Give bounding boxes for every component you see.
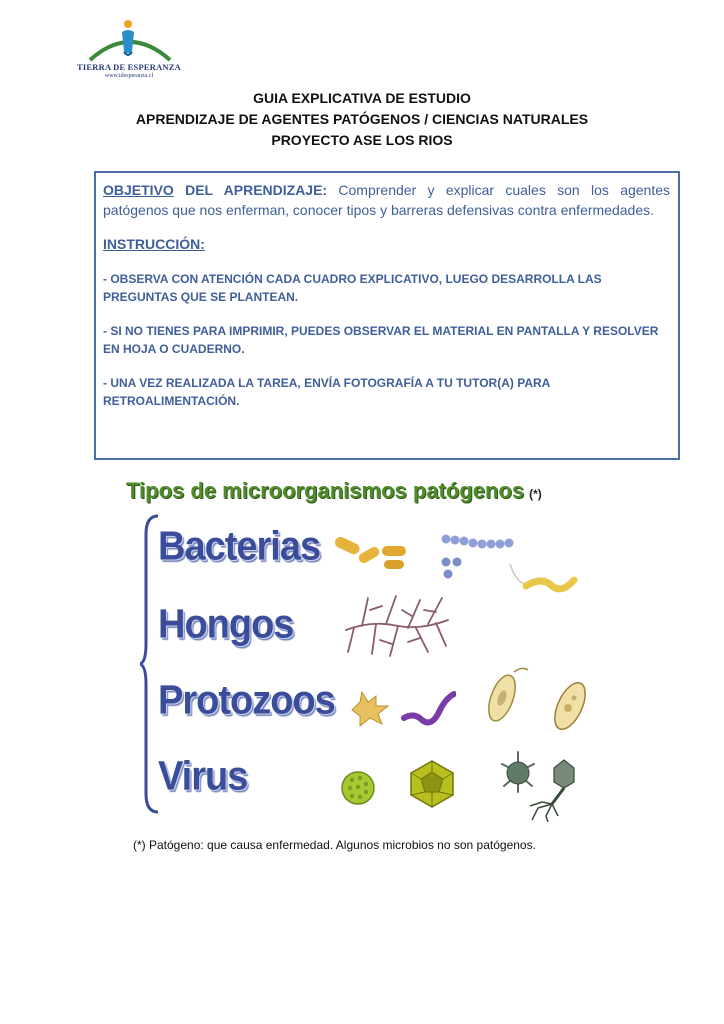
spirillum-bacteria-icon [508,558,578,598]
category-hongos: Hongos [158,602,294,648]
instruction-item-3: - UNA VEZ REALIZADA LA TAREA, ENVÍA FOTOGRAFÍA A TU TUTOR(A) PARA RETROALIMENTACIÓN. [103,376,550,408]
category-brace-icon [140,514,160,814]
objective-box [94,171,680,460]
icosahedral-virus-icon [406,758,458,810]
spherical-virus-icon [338,768,378,808]
objective-paragraph [103,180,670,220]
bacilli-bacteria-icon [330,534,410,574]
ciliate-protozoa-icon [546,676,594,736]
logo-url: www.tdesperanza.cl [104,73,154,79]
amoeba-protozoa-icon [346,688,392,728]
header-subject: APRENDIZAJE DE AGENTES PATÓGENOS / CIENCIAS NATURALES [135,111,589,127]
figure-title [126,478,542,504]
category-protozoos: Protozoos [158,678,335,724]
instructions-title: INSTRUCCIÓN: [103,236,205,252]
category-bacterias: Bacterias [158,524,321,570]
header-project: PROYECTO ASE LOS RIOS [271,132,453,148]
objective-text: Comprender y explicar cuales son los agentes patógenos que nos enferman, conocer tipos y barreras defensivas contra enfermedades. [103,182,671,218]
trypanosome-protozoa-icon [400,688,456,728]
objective-label-word1: OBJETIVO [103,182,174,198]
instruction-item-2: - SI NO TIENES PARA IMPRIMIR, PUEDES OBSERVAR EL MATERIAL EN PANTALLA Y RESOLVER EN HOJA O CUADERNO. [103,324,659,356]
logo-name: TIERRA DE ESPERANZA [77,62,181,72]
bacteriophage-virus-icon [524,758,580,822]
organization-logo [70,18,190,80]
header-title: GUIA EXPLICATIVA DE ESTUDIO [253,90,471,106]
logo-figure-icon [88,18,172,64]
document-header [0,88,724,151]
objective-label-word2: DEL APRENDIZAJE: [185,182,328,198]
category-virus: Virus [158,754,248,800]
microorganisms-figure [118,474,638,820]
figure-title-mark: (*) [529,487,542,501]
paramecium-protozoa-icon [480,664,532,728]
figure-footnote: (*) Patógeno: que causa enfermedad. Algunos microbios no son patógenos. [133,838,536,852]
figure-title-text: Tipos de microorganismos patógenos [126,478,525,503]
fungi-hyphae-icon [342,590,452,660]
instruction-item-1: - OBSERVA CON ATENCIÓN CADA CUADRO EXPLICATIVO, LUEGO DESARROLLA LAS PREGUNTAS QUE SE PLANTEAN. [103,272,602,304]
